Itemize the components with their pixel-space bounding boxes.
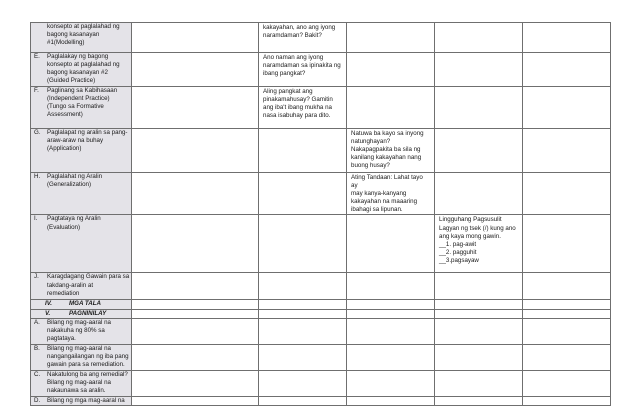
day-cell[interactable] bbox=[259, 370, 347, 396]
day-cell[interactable] bbox=[259, 309, 347, 318]
day-cell[interactable] bbox=[132, 318, 259, 344]
day-cell[interactable] bbox=[523, 370, 611, 396]
day-cell[interactable] bbox=[132, 309, 259, 318]
section-row-mga-tala bbox=[31, 300, 611, 309]
row-label-cell: E. Paglalakay ng bagong konsepto at paglalahad ng bagong kasanayan #2 (Guided Practice) bbox=[31, 53, 132, 87]
day-cell[interactable] bbox=[523, 318, 611, 344]
section-header: V. PAGNINILAY bbox=[31, 309, 132, 318]
day-cell[interactable] bbox=[259, 318, 347, 344]
day-cell[interactable] bbox=[347, 318, 435, 344]
lesson-plan-table bbox=[30, 22, 611, 406]
section-row-pagninilay bbox=[31, 309, 611, 318]
day-cell[interactable]: Ating Tandaan: Lahat tayo ay may kanya-kanyang kakayahan na maaaring ibahagi sa lipunan. bbox=[347, 173, 435, 215]
day-cell[interactable] bbox=[435, 273, 523, 300]
table-row bbox=[31, 396, 611, 405]
day-cell[interactable] bbox=[347, 23, 435, 53]
table-row bbox=[31, 215, 611, 273]
day-cell[interactable]: kakayahan, ano ang iyong naramdaman? Bakit? bbox=[259, 23, 347, 53]
day-cell[interactable] bbox=[132, 273, 259, 300]
day-cell[interactable] bbox=[132, 23, 259, 53]
day-cell[interactable] bbox=[259, 215, 347, 273]
day-cell[interactable] bbox=[523, 173, 611, 215]
day-cell[interactable] bbox=[347, 300, 435, 309]
day-cell[interactable] bbox=[523, 309, 611, 318]
day-cell[interactable] bbox=[435, 396, 523, 405]
day-cell[interactable] bbox=[259, 300, 347, 309]
table-row bbox=[31, 129, 611, 173]
row-label-cell: G. Paglalapat ng aralin sa pang- araw-araw na buhay (Application) bbox=[31, 129, 132, 173]
day-cell[interactable] bbox=[347, 273, 435, 300]
table-row bbox=[31, 173, 611, 215]
day-cell[interactable] bbox=[132, 87, 259, 129]
day-cell[interactable]: Aling pangkat ang pinakamahusay? Gamitin ang iba't ibang mukha na nasa isabuhay para dito. bbox=[259, 87, 347, 129]
day-cell[interactable] bbox=[132, 300, 259, 309]
day-cell[interactable] bbox=[347, 53, 435, 87]
row-label-cell: B. Bilang ng mag-aaral na nangangailangan ng iba pang gawain para sa remediation. bbox=[31, 344, 132, 370]
day-cell[interactable] bbox=[523, 129, 611, 173]
day-cell[interactable] bbox=[435, 309, 523, 318]
table-row bbox=[31, 87, 611, 129]
row-label-cell: konsepto at paglalahad ng bagong kasanayan #1(Modelling) bbox=[31, 23, 132, 53]
day-cell[interactable]: Natuwa ba kayo sa inyong natunghayan? Nakapagpakita ba sila ng kanilang kakayahan nang buong husay? bbox=[347, 129, 435, 173]
day-cell[interactable] bbox=[523, 23, 611, 53]
day-cell[interactable] bbox=[132, 396, 259, 405]
day-cell[interactable] bbox=[132, 215, 259, 273]
table-row bbox=[31, 318, 611, 344]
table-row bbox=[31, 53, 611, 87]
day-cell[interactable] bbox=[132, 173, 259, 215]
day-cell[interactable] bbox=[435, 318, 523, 344]
day-cell[interactable] bbox=[132, 344, 259, 370]
day-cell[interactable] bbox=[435, 173, 523, 215]
day-cell[interactable] bbox=[435, 129, 523, 173]
day-cell[interactable] bbox=[523, 344, 611, 370]
day-cell[interactable] bbox=[347, 215, 435, 273]
day-cell[interactable] bbox=[259, 273, 347, 300]
day-cell[interactable] bbox=[523, 300, 611, 309]
day-cell[interactable] bbox=[435, 300, 523, 309]
day-cell[interactable] bbox=[347, 87, 435, 129]
row-label-cell: H. Paglalahat ng Aralin (Generalization) bbox=[31, 173, 132, 215]
day-cell[interactable] bbox=[435, 370, 523, 396]
day-cell[interactable] bbox=[347, 396, 435, 405]
section-header: IV. MGA TALA bbox=[31, 300, 132, 309]
day-cell[interactable] bbox=[347, 370, 435, 396]
day-cell[interactable]: Ano naman ang iyong naramdaman sa ipinakita ng ibang pangkat? bbox=[259, 53, 347, 87]
day-cell[interactable] bbox=[435, 344, 523, 370]
day-cell[interactable] bbox=[435, 87, 523, 129]
day-cell[interactable] bbox=[132, 129, 259, 173]
day-cell[interactable] bbox=[435, 53, 523, 87]
day-cell[interactable] bbox=[523, 396, 611, 405]
day-cell[interactable] bbox=[259, 129, 347, 173]
row-label-cell: C. Nakatulong ba ang remedial? Bilang ng mag-aaral na nakaunawa sa aralin. bbox=[31, 370, 132, 396]
row-label-cell: I. Pagtataya ng Aralin (Evaluation) bbox=[31, 215, 132, 273]
row-label-cell: A. Bilang ng mag-aaral na nakakuha ng 80% sa pagtataya. bbox=[31, 318, 132, 344]
day-cell[interactable] bbox=[523, 53, 611, 87]
table-row bbox=[31, 344, 611, 370]
day-cell[interactable] bbox=[523, 87, 611, 129]
row-label-cell: J. Karagdagang Gawain para sa takdang-aralin at remediation bbox=[31, 273, 132, 300]
day-cell[interactable] bbox=[347, 344, 435, 370]
table-row bbox=[31, 23, 611, 53]
day-cell[interactable] bbox=[132, 53, 259, 87]
day-cell[interactable] bbox=[347, 309, 435, 318]
row-label-cell: F. Paglinang sa Kabihasaan (Independent Practice) (Tungo sa Formative Assessment) bbox=[31, 87, 132, 129]
day-cell[interactable] bbox=[259, 344, 347, 370]
day-cell[interactable] bbox=[523, 273, 611, 300]
day-cell[interactable] bbox=[259, 396, 347, 405]
day-cell[interactable] bbox=[132, 370, 259, 396]
table-row bbox=[31, 370, 611, 396]
day-cell[interactable]: Lingguhang Pagsusulit Lagyan ng tsek (/) kung ano ang kaya mong gawin. __1. pag-awit __2. pagguhit __3.pagsayaw bbox=[435, 215, 523, 273]
day-cell[interactable] bbox=[523, 215, 611, 273]
table-row bbox=[31, 273, 611, 300]
day-cell[interactable] bbox=[435, 23, 523, 53]
day-cell[interactable] bbox=[259, 173, 347, 215]
row-label-cell: D. Bilang ng mga mag-aaral na bbox=[31, 396, 132, 405]
